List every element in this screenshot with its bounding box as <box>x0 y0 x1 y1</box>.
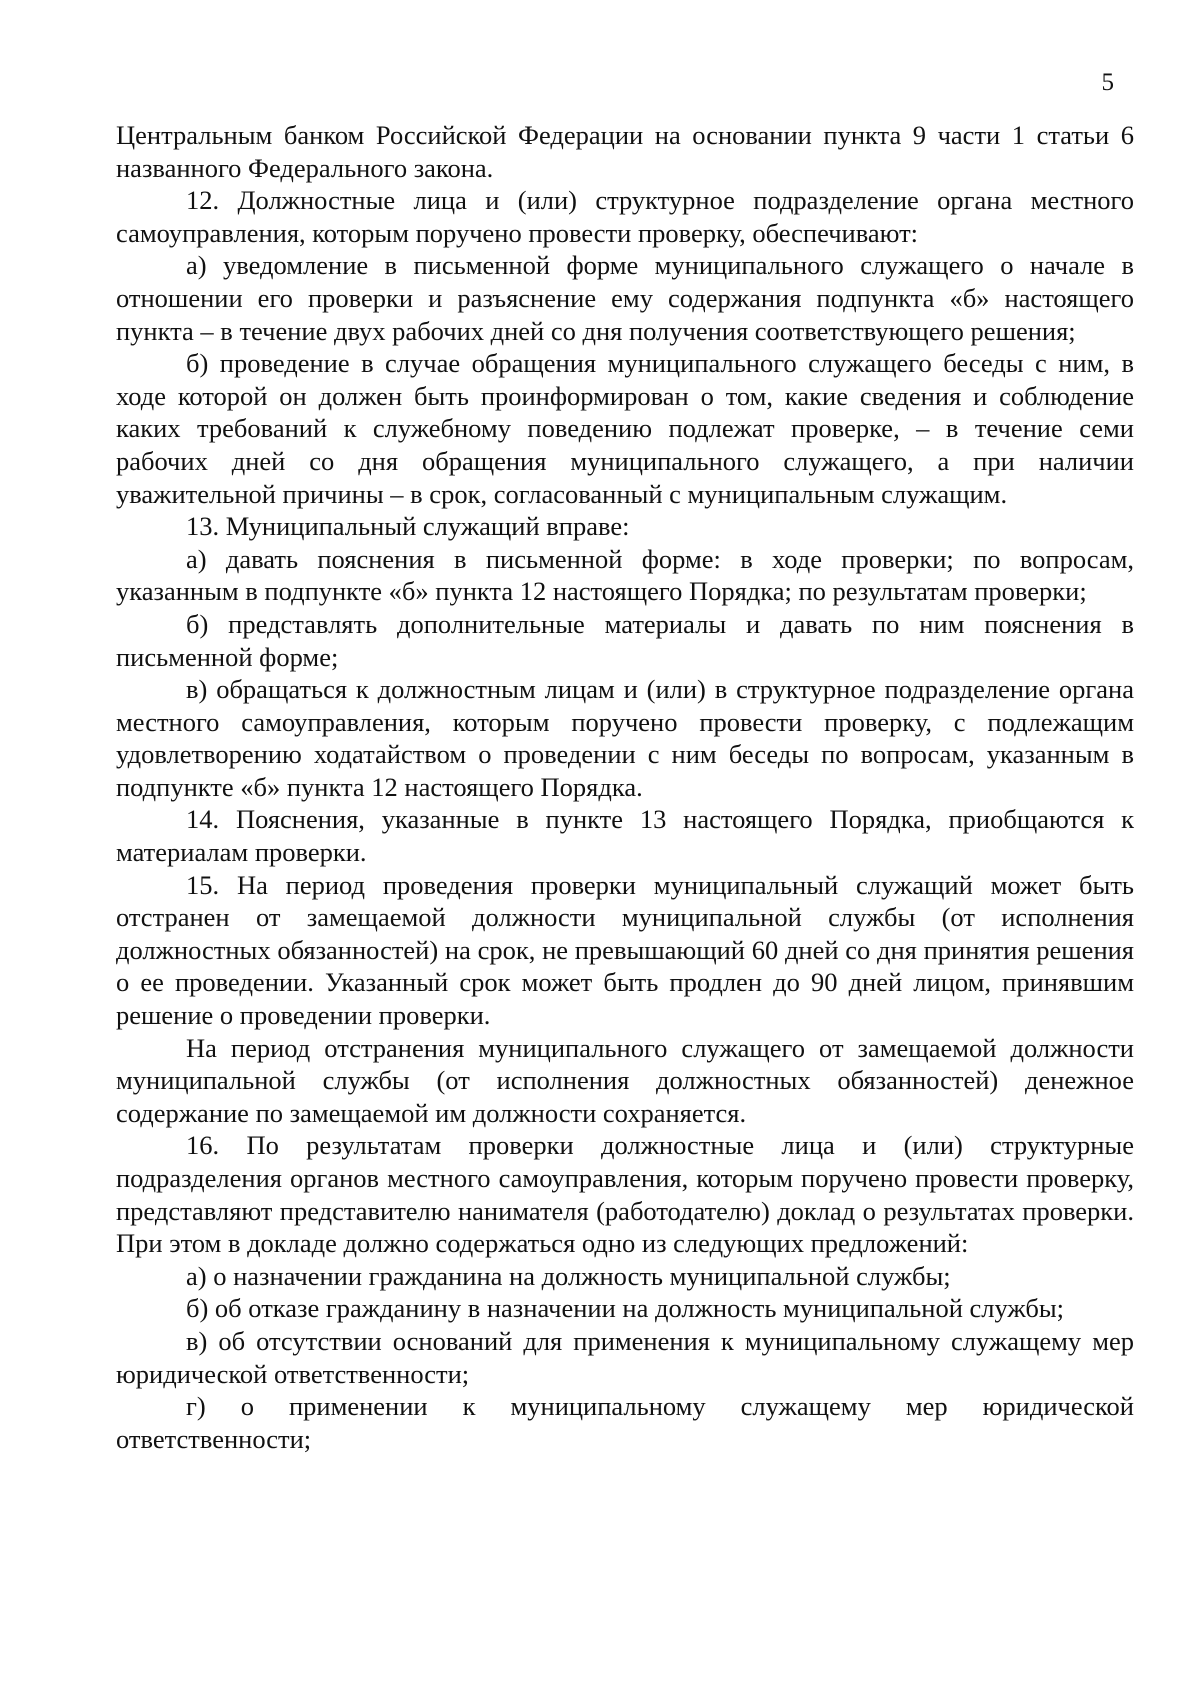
paragraph-item-16: 16. По результатам проверки должностные лица и (или) структурные подразделения органов местного самоуправления, которым поручено провести проверку, представляют представителю нанимателя (работодателю) доклад о результатах проверки. При этом в докладе должно содержаться одно из следующих предложений: <box>116 1130 1134 1259</box>
paragraph-item-16v: в) об отсутствии оснований для применения к муниципальному служащему мер юридической ответственности; <box>116 1325 1134 1389</box>
paragraph-item-12a: а) уведомление в письменной форме муниципального служащего о начале в отношении его проверки и разъяснение ему содержания подпункта «б» настоящего пункта – в течение двух рабочих дней со дня получения соответствующего решения; <box>116 250 1134 346</box>
paragraph: Центральным банком Российской Федерации на основании пункта 9 части 1 статьи 6 названного Федерального закона. <box>116 120 1134 183</box>
paragraph-item-13: 13. Муниципальный служащий вправе: <box>186 511 630 542</box>
paragraph-item-16g: г) о применении к муниципальному служащему мер юридической ответственности; <box>116 1391 1134 1454</box>
paragraph-item-12b: б) проведение в случае обращения муниципального служащего беседы с ним, в ходе которой он должен быть проинформирован о том, какие сведения и соблюдение каких требований к служебному поведению подлежат проверке, – в течение семи рабочих дней со дня обращения муниципального служащего, а при наличии уважительной причины – в срок, согласованный с муниципальным служащим. <box>116 348 1134 509</box>
paragraph-item-15-cont: На период отстранения муниципального служащего от замещаемой должности муниципальной службы (от исполнения должностных обязанностей) денежное содержание по замещаемой им должности сохраняется. <box>116 1032 1134 1128</box>
paragraph-item-16a: а) о назначении гражданина на должность муниципальной службы; <box>186 1260 951 1291</box>
paragraph-item-16b: б) об отказе гражданину в назначении на должность муниципальной службы; <box>186 1293 1065 1324</box>
page-number: 5 <box>1101 69 1114 96</box>
paragraph-item-13b: б) представлять дополнительные материалы и давать по ним пояснения в письменной форме; <box>116 608 1134 672</box>
paragraph-item-14: 14. Пояснения, указанные в пункте 13 настоящего Порядка, приобщаются к материалам проверки. <box>116 804 1134 868</box>
paragraph-item-12: 12. Должностные лица и (или) структурное подразделение органа местного самоуправления, которым поручено провести проверку, обеспечивают: <box>116 185 1134 248</box>
paragraph-item-13a: а) давать пояснения в письменной форме: в ходе проверки; по вопросам, указанным в подпункте «б» пункта 12 настоящего Порядка; по результатам проверки; <box>116 543 1134 607</box>
document-body <box>116 119 1134 1455</box>
paragraph-item-13v: в) обращаться к должностным лицам и (или) в структурное подразделение органа местного самоуправления, которым поручено провести проверку, с подлежащим удовлетворению ходатайством о проведении с ним беседы по вопросам, указанным в подпункте «б» пункта 12 настоящего Порядка. <box>116 674 1134 802</box>
paragraph-item-15: 15. На период проведения проверки муниципальный служащий может быть отстранен от замещаемой должности муниципальной службы (от исполнения должностных обязанностей) на срок, не превышающий 60 дней со дня принятия решения о ее проведении. Указанный срок может быть продлен до 90 дней лицом, принявшим решение о проведении проверки. <box>116 869 1134 1031</box>
